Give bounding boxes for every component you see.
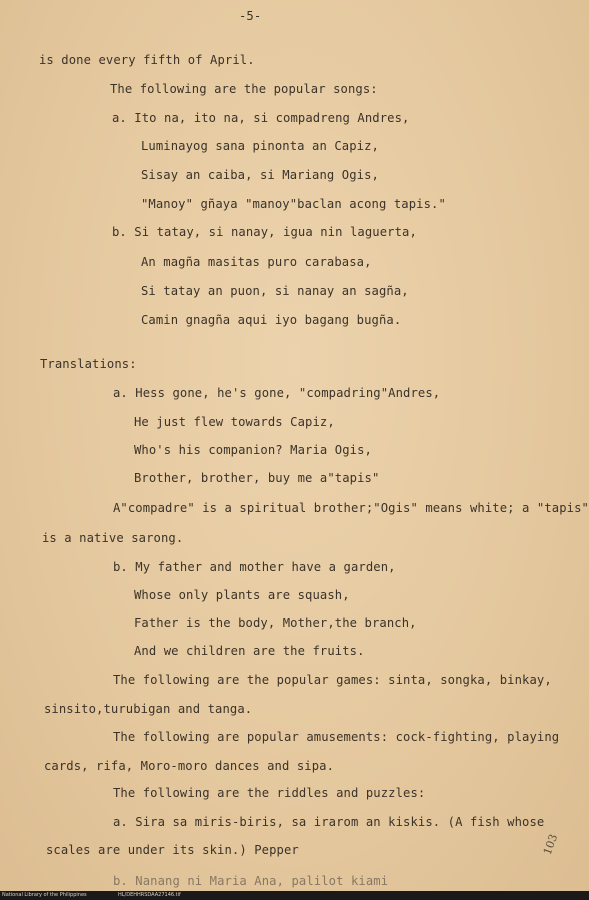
text-line: Brother, brother, buy me a"tapis": [134, 471, 380, 485]
text-line: Who's his companion? Maria Ogis,: [134, 443, 372, 457]
footer-file-label: HL/DEHHRSDAA27146.tif: [118, 892, 181, 898]
text-line-cut-off: b. Nanang ni Maria Ana, palilot kiami: [113, 874, 389, 888]
text-line: Camin gnagña aqui iyo bagang bugña.: [141, 313, 402, 327]
text-line: a. Sira sa miris-biris, sa irarom an kiskis. (A fish whose: [113, 815, 545, 829]
text-line: He just flew towards Capiz,: [134, 415, 335, 429]
text-line: Father is the body, Mother,the branch,: [134, 616, 417, 630]
text-line: Luminayog sana pinonta an Capiz,: [141, 139, 379, 153]
text-line: The following are popular amusements: cock-fighting, playing: [113, 730, 560, 744]
text-line: cards, rifa, Moro-moro dances and sipa.: [44, 759, 335, 773]
text-line: And we children are the fruits.: [134, 644, 365, 658]
scan-footer-bar: [0, 891, 589, 900]
text-line: The following are the popular songs:: [110, 82, 378, 96]
text-line: The following are the popular games: sinta, songka, binkay,: [113, 673, 552, 687]
text-line: The following are the riddles and puzzles:: [113, 786, 426, 800]
text-line: "Manoy" gñaya "manoy"baclan acong tapis.": [141, 197, 446, 211]
text-line: b. My father and mother have a garden,: [113, 560, 396, 574]
handwritten-margin-note: 103: [540, 832, 561, 857]
text-line: Whose only plants are squash,: [134, 588, 350, 602]
text-line: a. Ito na, ito na, si compadreng Andres,: [112, 111, 410, 125]
text-line: is a native sarong.: [42, 531, 184, 545]
text-line: scales are under its skin.) Pepper: [46, 843, 299, 857]
text-line: A"compadre" is a spiritual brother;"Ogis" means white; a "tapis": [113, 501, 589, 515]
footer-library-label: National Library of the Philippines: [2, 892, 87, 898]
section-heading: Translations:: [40, 357, 137, 371]
text-line: Si tatay an puon, si nanay an sagña,: [141, 284, 409, 298]
text-line: sinsito,turubigan and tanga.: [44, 702, 253, 716]
text-line: b. Si tatay, si nanay, igua nin laguerta,: [112, 225, 417, 239]
text-line: a. Hess gone, he's gone, "compadring"Andres,: [113, 386, 441, 400]
text-line: An magña masitas puro carabasa,: [141, 255, 372, 269]
text-line: is done every fifth of April.: [39, 53, 255, 67]
text-line: Sisay an caiba, si Mariang Ogis,: [141, 168, 379, 182]
page-number: -5-: [239, 9, 262, 23]
